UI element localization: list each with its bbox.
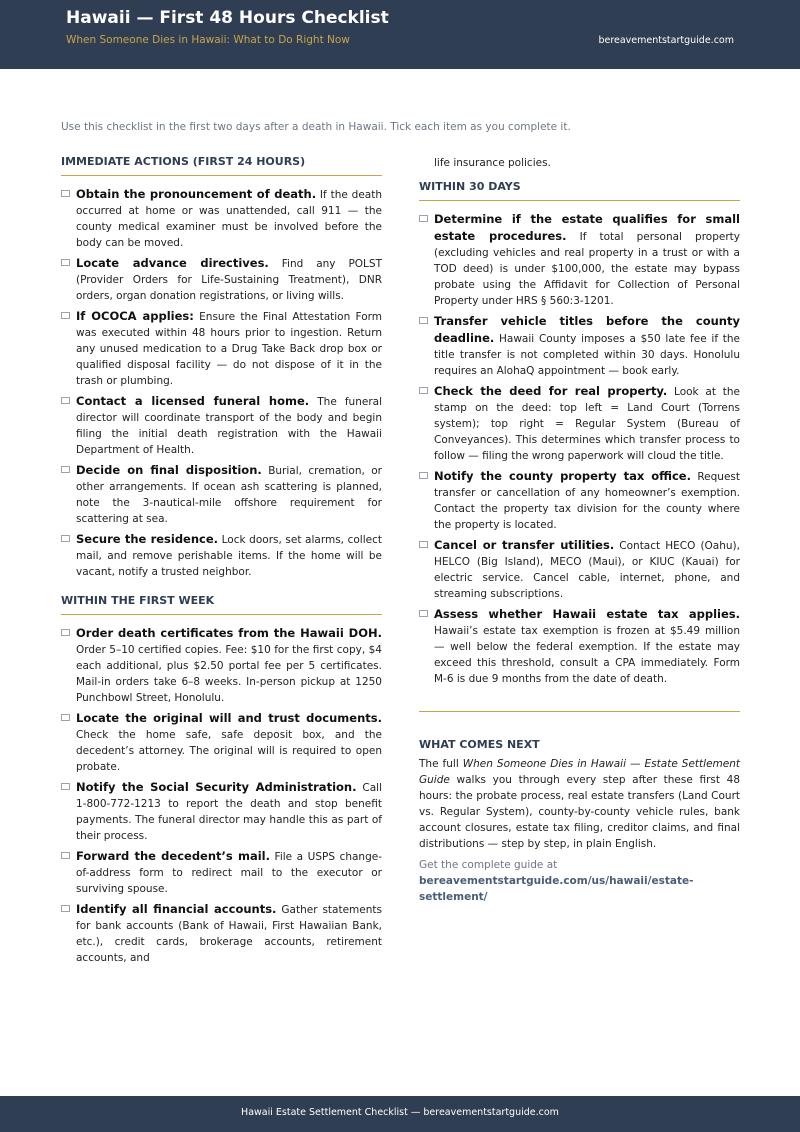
guide-link[interactable]: bereavementstartguide.com/us/hawaii/estate-settlement/ — [419, 875, 694, 903]
continued-text: life insurance policies. — [434, 157, 551, 169]
checklist-item — [61, 255, 382, 304]
checklist-item-body: Check the home safe, safe deposit box, and the decedent’s attorney. The original will is required to open probate. — [76, 729, 382, 773]
checklist-item-text — [434, 537, 740, 602]
checklist-item — [419, 468, 740, 533]
checklist-item-body: Ensure the Final Attestation Form was executed within 48 hours prior to ingestion. Return any unused medication to a Drug Take Back drop box or qualified disposal facility — do not dispose of it in the trash or plumbing. — [76, 311, 382, 387]
checkbox-icon[interactable] — [61, 312, 70, 319]
section-heading-thirty-days: WITHIN 30 DAYS — [419, 180, 740, 201]
checklist-item — [61, 625, 382, 706]
checklist-item-title: Secure the residence. — [76, 532, 219, 546]
checkbox-icon[interactable] — [61, 714, 70, 721]
checklist-item-body: Request transfer or cancellation of any homeowner’s exemption. Contact the property tax division for the county where the property is located. — [434, 471, 740, 531]
section-heading-immediate: IMMEDIATE ACTIONS (FIRST 24 HOURS) — [61, 155, 382, 176]
checklist-first-week — [61, 625, 382, 966]
checklist-item-title: Transfer vehicle titles before the county deadline. — [434, 314, 740, 345]
checklist-item — [61, 710, 382, 775]
checklist-item-title: Cancel or transfer utilities. — [434, 538, 615, 552]
checkbox-icon[interactable] — [61, 535, 70, 542]
checklist-thirty-days — [419, 211, 740, 687]
checkbox-icon[interactable] — [419, 541, 428, 548]
checklist-item-body: Contact HECO (Oahu), HELCO (Big Island), MECO (Maui), or KIUC (Kauai) for electric service. Cancel cable, internet, phone, and streaming subscriptions. — [434, 540, 740, 600]
checklist-item-body: File a USPS change-of-address form to redirect mail to the executor or surviving spouse. — [76, 851, 382, 895]
checklist-item — [419, 313, 740, 379]
checkbox-icon[interactable] — [61, 905, 70, 912]
page-subtitle: When Someone Dies in Hawaii: What to Do Right Now — [66, 34, 350, 46]
checkbox-icon[interactable] — [419, 387, 428, 394]
checklist-item-body: Call 1-800-772-1213 to report the death and stop benefit payments. The funeral director may handle this as part of their process. — [76, 782, 382, 842]
checklist-item-body: If total personal property (excluding vehicles and real property in a trust or with a TOD deed) is under $100,000, the estate may bypass probate using the Affidavit for Collection of Personal Property under HRS § 560:3-1201. — [434, 231, 741, 307]
checklist-item-body: Gather statements for bank accounts (Bank of Hawaii, First Hawaiian Bank, etc.), credit cards, brokerage accounts, retirement accounts, and — [76, 904, 382, 964]
section-heading-first-week: WITHIN THE FIRST WEEK — [61, 594, 382, 615]
checklist-item — [61, 901, 382, 966]
checklist-item-text — [76, 255, 382, 304]
checklist-item-title: Check the deed for real property. — [434, 384, 668, 398]
checkbox-icon[interactable] — [419, 610, 428, 617]
checklist-item — [61, 308, 382, 389]
site-name: bereavementstartguide.com — [598, 35, 734, 46]
checkbox-icon[interactable] — [419, 215, 428, 222]
checklist-item-title: Contact a licensed funeral home. — [76, 394, 310, 408]
left-column — [61, 155, 382, 970]
checkbox-icon[interactable] — [61, 783, 70, 790]
checklist-item-body: Burial, cremation, or other arrangements. If ocean ash scattering is planned, note the 3-nautical-mile offshore requirement for scattering at sea. — [76, 465, 382, 525]
next-heading: WHAT COMES NEXT — [419, 738, 540, 751]
checklist-item-text — [76, 779, 382, 844]
checklist-item-text — [76, 462, 382, 527]
checkbox-icon[interactable] — [61, 629, 70, 636]
checklist-item-text — [76, 393, 382, 458]
page-title: Hawaii — First 48 Hours Checklist — [66, 8, 389, 28]
checklist-item-text — [76, 848, 382, 897]
checklist-item — [61, 186, 382, 251]
page-header — [0, 0, 800, 69]
checklist-item-text — [434, 468, 740, 533]
checklist-item-body: Look at the stamp on the deed: top left = Land Court (Torrens system); top right = Regular System (Bureau of Conveyances). This determines which transfer process to follow — filing the wrong paperwork will cloud the title. — [434, 386, 740, 462]
guide-title: When Someone Dies in Hawaii — Estate Settlement Guide — [419, 758, 740, 786]
checklist-item-body: If the death occurred at home or was unattended, call 911 — the county medical examiner must be involved before the body can be moved. — [76, 189, 382, 249]
checklist-item-text — [76, 710, 382, 775]
checkbox-icon[interactable] — [61, 259, 70, 266]
checklist-item-text — [76, 186, 382, 251]
checkbox-icon[interactable] — [61, 852, 70, 859]
checklist-item-title: Decide on final disposition. — [76, 463, 262, 477]
checklist-item-text — [76, 308, 382, 389]
checklist-item-title: Identify all financial accounts. — [76, 902, 277, 916]
right-column — [419, 155, 740, 905]
checklist-item-title: Forward the decedent’s mail. — [76, 849, 270, 863]
checklist-item — [419, 211, 740, 309]
checklist-immediate — [61, 186, 382, 580]
checklist-item — [61, 393, 382, 458]
checklist-item-text — [434, 383, 740, 464]
checklist-item-title: Assess whether Hawaii estate tax applies. — [434, 607, 740, 621]
checklist-item-title: Notify the county property tax office. — [434, 469, 691, 483]
checkbox-icon[interactable] — [419, 317, 428, 324]
checklist-item-text — [76, 531, 382, 580]
checklist-item — [61, 848, 382, 897]
checkbox-icon[interactable] — [419, 472, 428, 479]
checklist-item-body: Hawaii County imposes a $50 late fee if the title transfer is not completed within 30 days. Honolulu requires an AlohaQ appointment — book early. — [434, 333, 740, 377]
intro-text: Use this checklist in the first two days after a death in Hawaii. Tick each item as you complete it. — [61, 121, 571, 133]
checklist-item — [61, 779, 382, 844]
next-description: walks you through every step after these first 48 hours: the probate process, real estate transfers (Land Court vs. Regular System), county-by-county vehicle rules, bank account closures, estate tax filing, creditor claims, and final distributions — step by step, in plain English. — [419, 774, 740, 850]
checklist-item-title: If OCOCA applies: — [76, 309, 194, 323]
next-body — [419, 756, 740, 852]
checklist-item-text — [434, 313, 740, 379]
checklist-item-title: Notify the Social Security Administration. — [76, 780, 357, 794]
page-footer: Hawaii Estate Settlement Checklist — bereavementstartguide.com — [0, 1096, 800, 1132]
checklist-item — [419, 383, 740, 464]
checklist-item — [419, 606, 740, 687]
checkbox-icon[interactable] — [61, 397, 70, 404]
checkbox-icon[interactable] — [61, 466, 70, 473]
checklist-item-title: Locate advance directives. — [76, 256, 269, 270]
checklist-item-body: Order 5–10 certified copies. Fee: $10 for the first copy, $4 each additional, plus $2.50 portal fee per 5 certificates. Mail-in orders take 6–8 weeks. In-person pickup at 1250 Punchbowl Street, Honolulu. — [76, 644, 382, 704]
checklist-item-title: Obtain the pronouncement of death. — [76, 187, 317, 201]
cta-label: Get the complete guide at — [419, 859, 558, 871]
checklist-item-text — [434, 211, 740, 309]
checklist-item-text — [434, 606, 740, 687]
checklist-item — [61, 531, 382, 580]
checkbox-icon[interactable] — [61, 190, 70, 197]
checklist-item-title: Locate the original will and trust documents. — [76, 711, 382, 725]
checklist-item-body: Lock doors, set alarms, collect mail, and remove perishable items. If the home will be vacant, notify a trusted neighbor. — [76, 534, 382, 578]
divider — [419, 711, 740, 712]
checklist-item-body: Hawaii’s estate tax exemption is frozen at $5.49 million — well below the federal exemption. If the estate may exceed this threshold, consult a CPA immediately. Form M-6 is due 9 months from the date of death. — [434, 625, 740, 685]
checklist-item-title: Determine if the estate qualifies for small estate procedures. — [434, 212, 740, 243]
checklist-item-title: Order death certificates from the Hawaii DOH. — [76, 626, 382, 640]
checklist-item-text — [76, 625, 382, 706]
checklist-item-body: Find any POLST (Provider Orders for Life-Sustaining Treatment), DNR orders, organ donation registrations, or living wills. — [76, 258, 382, 302]
checklist-item-text — [76, 901, 382, 966]
checklist-item — [61, 462, 382, 527]
next-lead: The full — [419, 758, 459, 770]
checklist-item — [419, 537, 740, 602]
checklist-item-body: The funeral director will coordinate transport of the body and begin filing the initial death registration with the Hawaii Department of Health. — [76, 396, 382, 456]
